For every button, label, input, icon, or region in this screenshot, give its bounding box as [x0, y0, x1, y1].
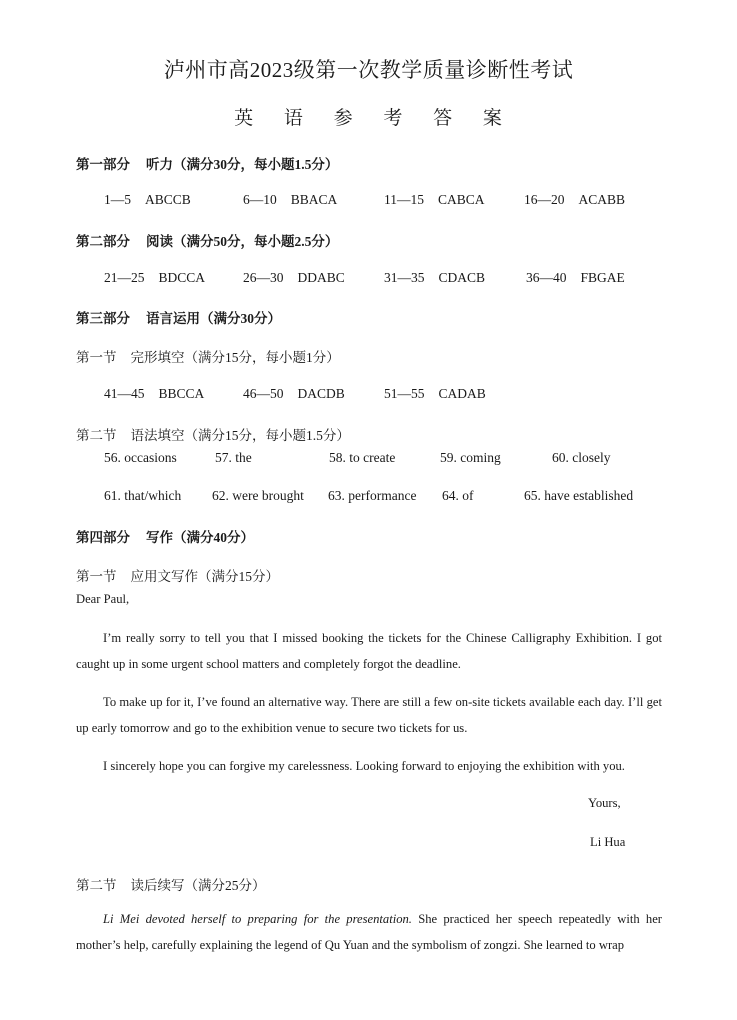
answer-group [384, 270, 485, 286]
answer-group [243, 192, 337, 208]
answer-key: DACDB [297, 386, 345, 401]
fill-answer: 61. that/which [104, 488, 182, 503]
answer-group [384, 386, 486, 402]
part2-heading [76, 230, 338, 250]
part4-heading [76, 526, 254, 546]
answer-key: BDCCA [158, 270, 206, 285]
section-topic: 完形填空（满分15分，每小题1分） [130, 350, 340, 365]
answer-range: 46—50 [243, 386, 284, 401]
answer-key: BBCCA [158, 386, 205, 401]
answer-range: 16—20 [524, 192, 565, 207]
fill-answer: 60. closely [552, 450, 611, 465]
letter-paragraph-2: To make up for it, I’ve found an alternative way. There are still a few on-site tickets available each day. I’ll get up early tomorrow and go to the exhibition venue to secure two tickets for us. [76, 695, 662, 735]
answer-range: 41—45 [104, 386, 145, 401]
answer-range: 31—35 [384, 270, 425, 285]
answer-key: CABCA [438, 192, 485, 207]
answer-range: 36—40 [526, 270, 567, 285]
part4-section2-heading [76, 874, 266, 894]
fill-answer: 64. of [442, 488, 474, 503]
answer-key: CDACB [438, 270, 486, 285]
answer-key: BBACA [290, 192, 338, 207]
part3-heading [76, 307, 281, 327]
section-topic: 语法填空（满分15分，每小题1.5分） [130, 428, 350, 443]
section-label: 第二节 [76, 878, 117, 893]
letter-greeting: Dear Paul, [76, 592, 130, 606]
fill-answer: 57. the [215, 450, 252, 465]
part4-topic: 写作（满分40分） [146, 530, 254, 545]
fill-answer: 59. coming [440, 450, 501, 465]
answer-range: 1—5 [104, 192, 131, 207]
continuation-body: She practiced her speech repeatedly with her mother’s help, carefully explaining the legend of Qu Yuan and the symbolism of zongzi. She learned to wrap [76, 912, 662, 952]
answer-group [526, 270, 625, 286]
section-topic: 读后续写（满分25分） [130, 878, 266, 893]
section-label: 第二节 [76, 428, 117, 443]
answer-key: DDABC [297, 270, 345, 285]
fill-answer: 58. to create [329, 450, 396, 465]
fill-answer: 62. were brought [212, 488, 304, 503]
answer-range: 6—10 [243, 192, 277, 207]
answer-group [104, 192, 191, 208]
answer-group [384, 192, 485, 208]
part3-section1-heading [76, 346, 340, 366]
part4-label: 第四部分 [76, 530, 130, 545]
fill-answer: 65. have established [524, 488, 634, 503]
answer-range: 26—30 [243, 270, 284, 285]
section-label: 第一节 [76, 350, 117, 365]
answer-group [524, 192, 625, 208]
part1-label: 第一部分 [76, 157, 130, 172]
answer-range: 11—15 [384, 192, 424, 207]
answer-group [104, 270, 205, 286]
answer-group [243, 386, 345, 402]
letter-signature: Li Hua [590, 835, 626, 849]
continuation-lead-sentence: Li Mei devoted herself to preparing for the presentation. [103, 912, 412, 926]
section-topic: 应用文写作（满分15分） [130, 569, 279, 584]
answer-key: ABCCB [145, 192, 191, 207]
letter-paragraph-3: I sincerely hope you can forgive my carelessness. Looking forward to enjoying the exhibition with you. [103, 759, 625, 773]
page-subtitle: 英 语 参 考 答 案 [234, 108, 515, 129]
part4-section1-heading [76, 565, 279, 585]
part3-section2-heading [76, 424, 350, 444]
answer-key: CADAB [438, 386, 486, 401]
answer-key: FBGAE [580, 270, 625, 285]
part2-label: 第二部分 [76, 234, 130, 249]
continuation-paragraph [76, 906, 662, 958]
page-title: 泸州市高2023级第一次教学质量诊断性考试 [163, 58, 574, 82]
part2-topic: 阅读（满分50分，每小题2.5分） [146, 234, 339, 249]
part3-label: 第三部分 [76, 311, 130, 326]
fill-answer: 63. performance [328, 488, 417, 503]
section-label: 第一节 [76, 569, 117, 584]
part1-heading [76, 153, 338, 173]
answer-group [104, 386, 204, 402]
answer-key: ACABB [578, 192, 626, 207]
part3-topic: 语言运用（满分30分） [146, 311, 281, 326]
fill-answer: 56. occasions [104, 450, 177, 465]
letter-closing: Yours, [588, 796, 621, 810]
answer-range: 51—55 [384, 386, 425, 401]
answer-group [243, 270, 345, 286]
answer-range: 21—25 [104, 270, 145, 285]
letter-paragraph-1: I’m really sorry to tell you that I missed booking the tickets for the Chinese Calligraphy Exhibition. I got caught up in some urgent school matters and completely forgot the deadline. [76, 631, 662, 671]
part1-topic: 听力（满分30分，每小题1.5分） [146, 157, 339, 172]
